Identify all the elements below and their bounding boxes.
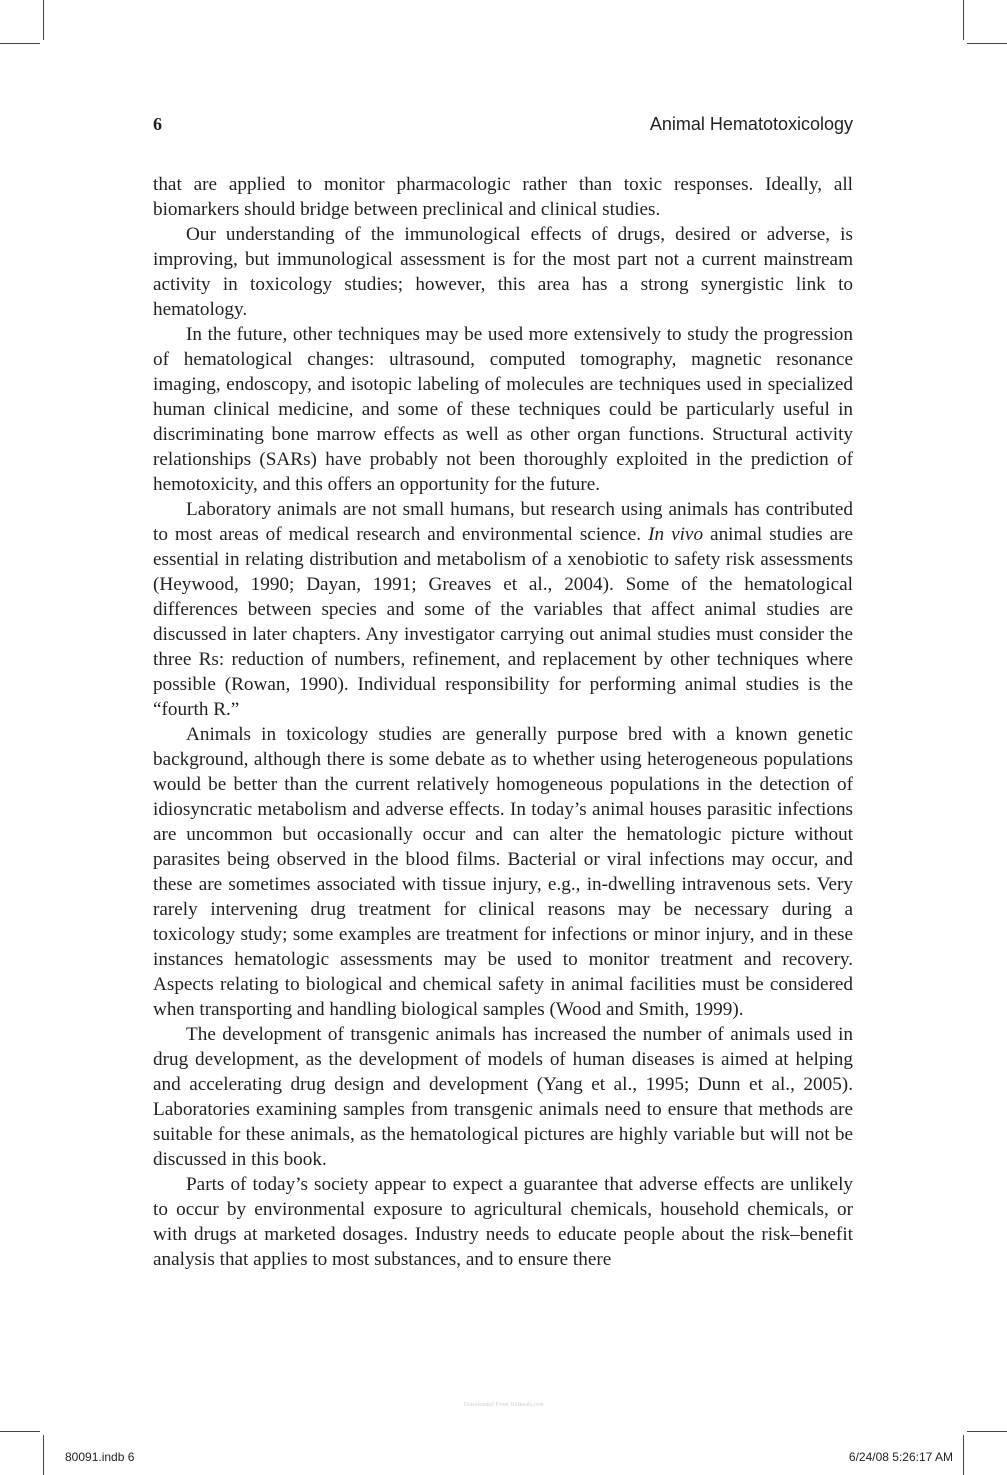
paragraph xyxy=(153,172,853,222)
paragraph xyxy=(153,322,853,497)
watermark: Downloaded From VetBooks.com xyxy=(463,1402,544,1408)
print-timestamp: 6/24/08 5:26:17 AM xyxy=(848,1450,953,1464)
paragraph xyxy=(153,722,853,1022)
paragraph-text: In the future, other techniques may be used more extensively to study the progression of hematological changes: ultrasound, computed tomography, magnetic resonance imaging, endoscopy, and isotopic labeling of molecules are techniques used in specialized human clinical medicine, and some of these techniques could be particularly useful in discriminating bone marrow effects as well as other organ functions. Structural activity relationships (SARs) have probably not been thoroughly exploited in the prediction of hemotoxicity, and this offers an opportunity for the future. xyxy=(153,324,853,495)
paragraph-text: animal studies are essential in relating distribution and metabolism of a xenobiotic to safety risk assessments (Heywood, 1990; Dayan, 1991; Greaves et al., 2004). Some of the hematological differences between species and some of the variables that affect animal studies are discussed in later chapters. Any investigator carrying out animal studies must consider the three Rs: reduction of numbers, refinement, and replacement by other techniques where possible (Rowan, 1990). Individual responsibility for performing animal studies is the “fourth R.” xyxy=(153,524,853,720)
paragraph-text: Our understanding of the immunological effects of drugs, desired or adverse, is improving, but immunological assessment is for the most part not a current mainstream activity in toxicology studies; however, this area has a strong synergistic link to hematology. xyxy=(153,224,853,320)
crop-mark xyxy=(967,1431,1007,1432)
italic-term: In vivo xyxy=(648,524,704,545)
crop-mark xyxy=(0,43,40,44)
paragraph xyxy=(153,222,853,322)
paragraph xyxy=(153,497,853,722)
crop-mark xyxy=(43,0,44,40)
paragraph-text: that are applied to monitor pharmacologic rather than toxic responses. Ideally, all biomarkers should bridge between preclinical and clinical studies. xyxy=(153,174,853,220)
paragraph-text: Laboratory animals are not small humans, but research using animals has contributed to most areas of medical research and environmental science. xyxy=(153,499,853,545)
crop-mark xyxy=(967,43,1007,44)
paragraph xyxy=(153,1172,853,1272)
paragraph-text: Animals in toxicology studies are generally purpose bred with a known genetic background, although there is some debate as to whether using heterogeneous populations would be better than the current relatively homogeneous populations in the detection of idiosyncratic metabolism and adverse effects. In today’s animal houses parasitic infections are uncommon but occasionally occur and can alter the hematologic picture without parasites being observed in the blood films. Bacterial or viral infections may occur, and these are sometimes associated with tissue injury, e.g., in-dwelling intravenous sets. Very rarely intervening drug treatment for clinical reasons may be necessary during a toxicology study; some examples are treatment for infections or minor injury, and in these instances hematologic assessments may be used to monitor treatment and recovery. Aspects relating to biological and chemical safety in animal facilities must be considered when transporting and handling biological samples (Wood and Smith, 1999). xyxy=(153,724,853,1020)
page-number: 6 xyxy=(153,114,162,134)
body-text xyxy=(153,172,853,1272)
crop-mark xyxy=(43,1435,44,1475)
file-slug: 80091.indb 6 xyxy=(65,1450,135,1464)
paragraph xyxy=(153,1022,853,1172)
crop-mark xyxy=(963,0,964,40)
running-head: Animal Hematotoxicology xyxy=(649,114,853,134)
paragraph-text: The development of transgenic animals has increased the number of animals used in drug development, as the development of models of human diseases is aimed at helping and accelerating drug design and development (Yang et al., 1995; Dunn et al., 2005). Laboratories examining samples from transgenic animals need to ensure that methods are suitable for these animals, as the hematological pictures are highly variable but will not be discussed in this book. xyxy=(153,1024,853,1170)
crop-mark xyxy=(963,1435,964,1475)
page-header xyxy=(153,112,853,140)
paragraph-text: Parts of today’s society appear to expect a guarantee that adverse effects are unlikely to occur by environmental exposure to agricultural chemicals, household chemicals, or with drugs at marketed dosages. Industry needs to educate people about the risk–benefit analysis that applies to most substances, and to ensure there xyxy=(153,1174,853,1270)
crop-mark xyxy=(0,1431,40,1432)
